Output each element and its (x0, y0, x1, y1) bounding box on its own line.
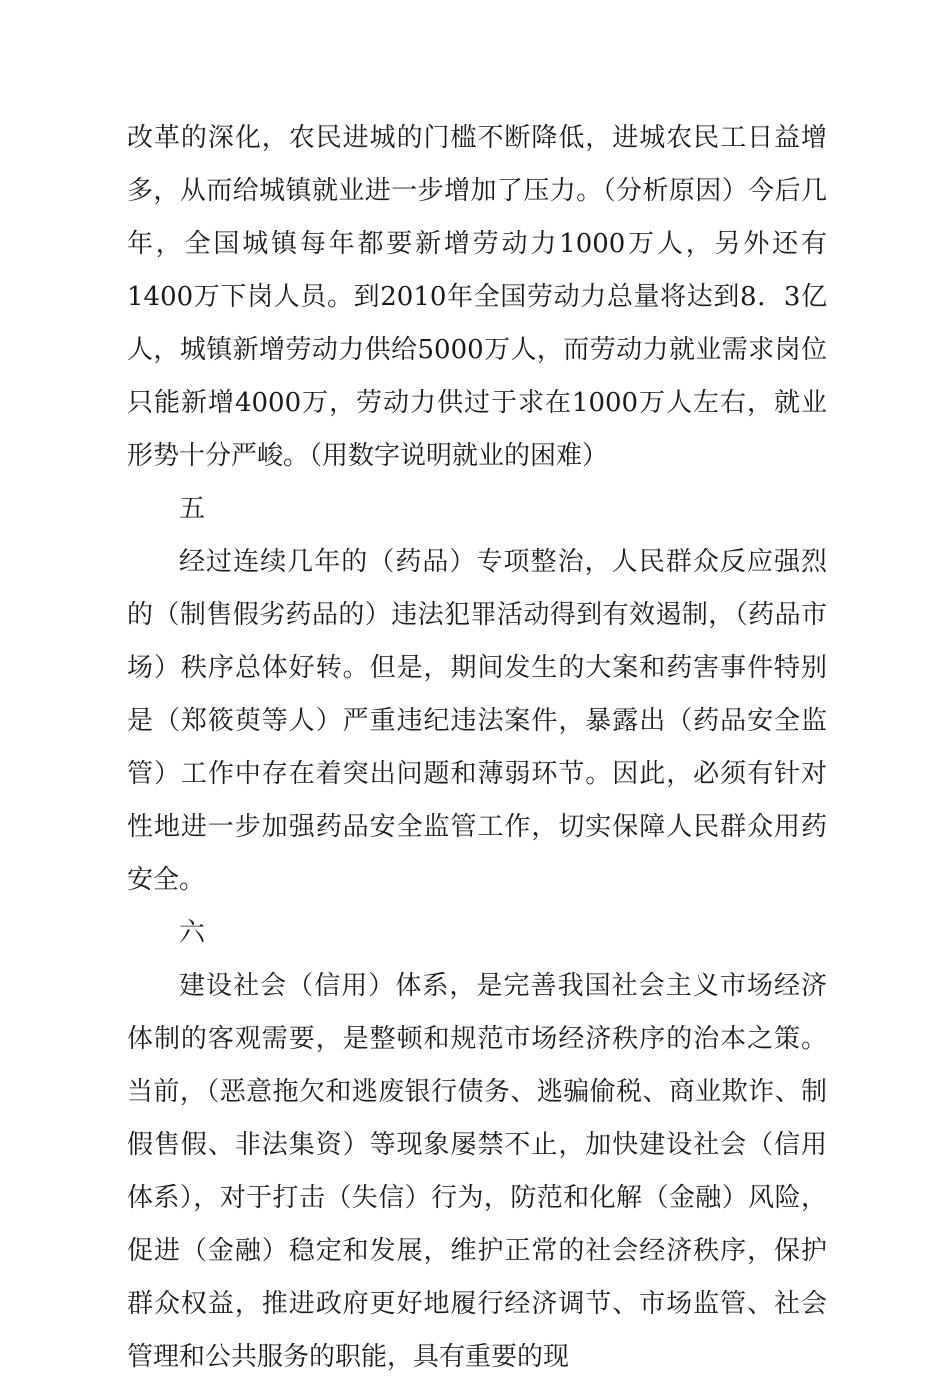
paragraph-employment-continuation: 改革的深化，农民进城的门槛不断降低，进城农民工日益增多，从而给城镇就业进一步增加了压力。（分析原因）今后几年，全国城镇每年都要新增劳动力1000万人，另外还有1400万下岗人员。到2010年全国劳动力总量将达到8．3亿人，城镇新增劳动力供给5000万人，而劳动力就业需求岗位只能新增4000万，劳动力供过于求在1000万人左右，就业形势十分严峻。（用数字说明就业的困难） (127, 123, 827, 471)
document-body (127, 112, 827, 1384)
paragraph-drug-safety: 经过连续几年的（药品）专项整治，人民群众反应强烈的（制售假劣药品的）违法犯罪活动得到有效遏制，（药品市场）秩序总体好转。但是，期间发生的大案和药害事件特别是（郑筱萸等人）严重违纪违法案件，暴露出（药品安全监管）工作中存在着突出问题和薄弱环节。因此，必须有针对性地进一步加强药品安全监管工作，切实保障人民群众用药安全。 (127, 547, 827, 895)
section-heading-five: 五 (179, 494, 206, 524)
section-heading-six: 六 (179, 918, 206, 948)
paragraph-credit-system: 建设社会（信用）体系，是完善我国社会主义市场经济体制的客观需要，是整顿和规范市场经济秩序的治本之策。当前，（恶意拖欠和逃废银行债务、逃骗偷税、商业欺诈、制假售假、非法集资）等现象屡禁不止，加快建设社会（信用体系），对于打击（失信）行为，防范和化解（金融）风险，促进（金融）稳定和发展，维护正常的社会经济秩序，保护群众权益，推进政府更好地履行经济调节、市场监管、社会管理和公共服务的职能，具有重要的现 (127, 971, 827, 1372)
